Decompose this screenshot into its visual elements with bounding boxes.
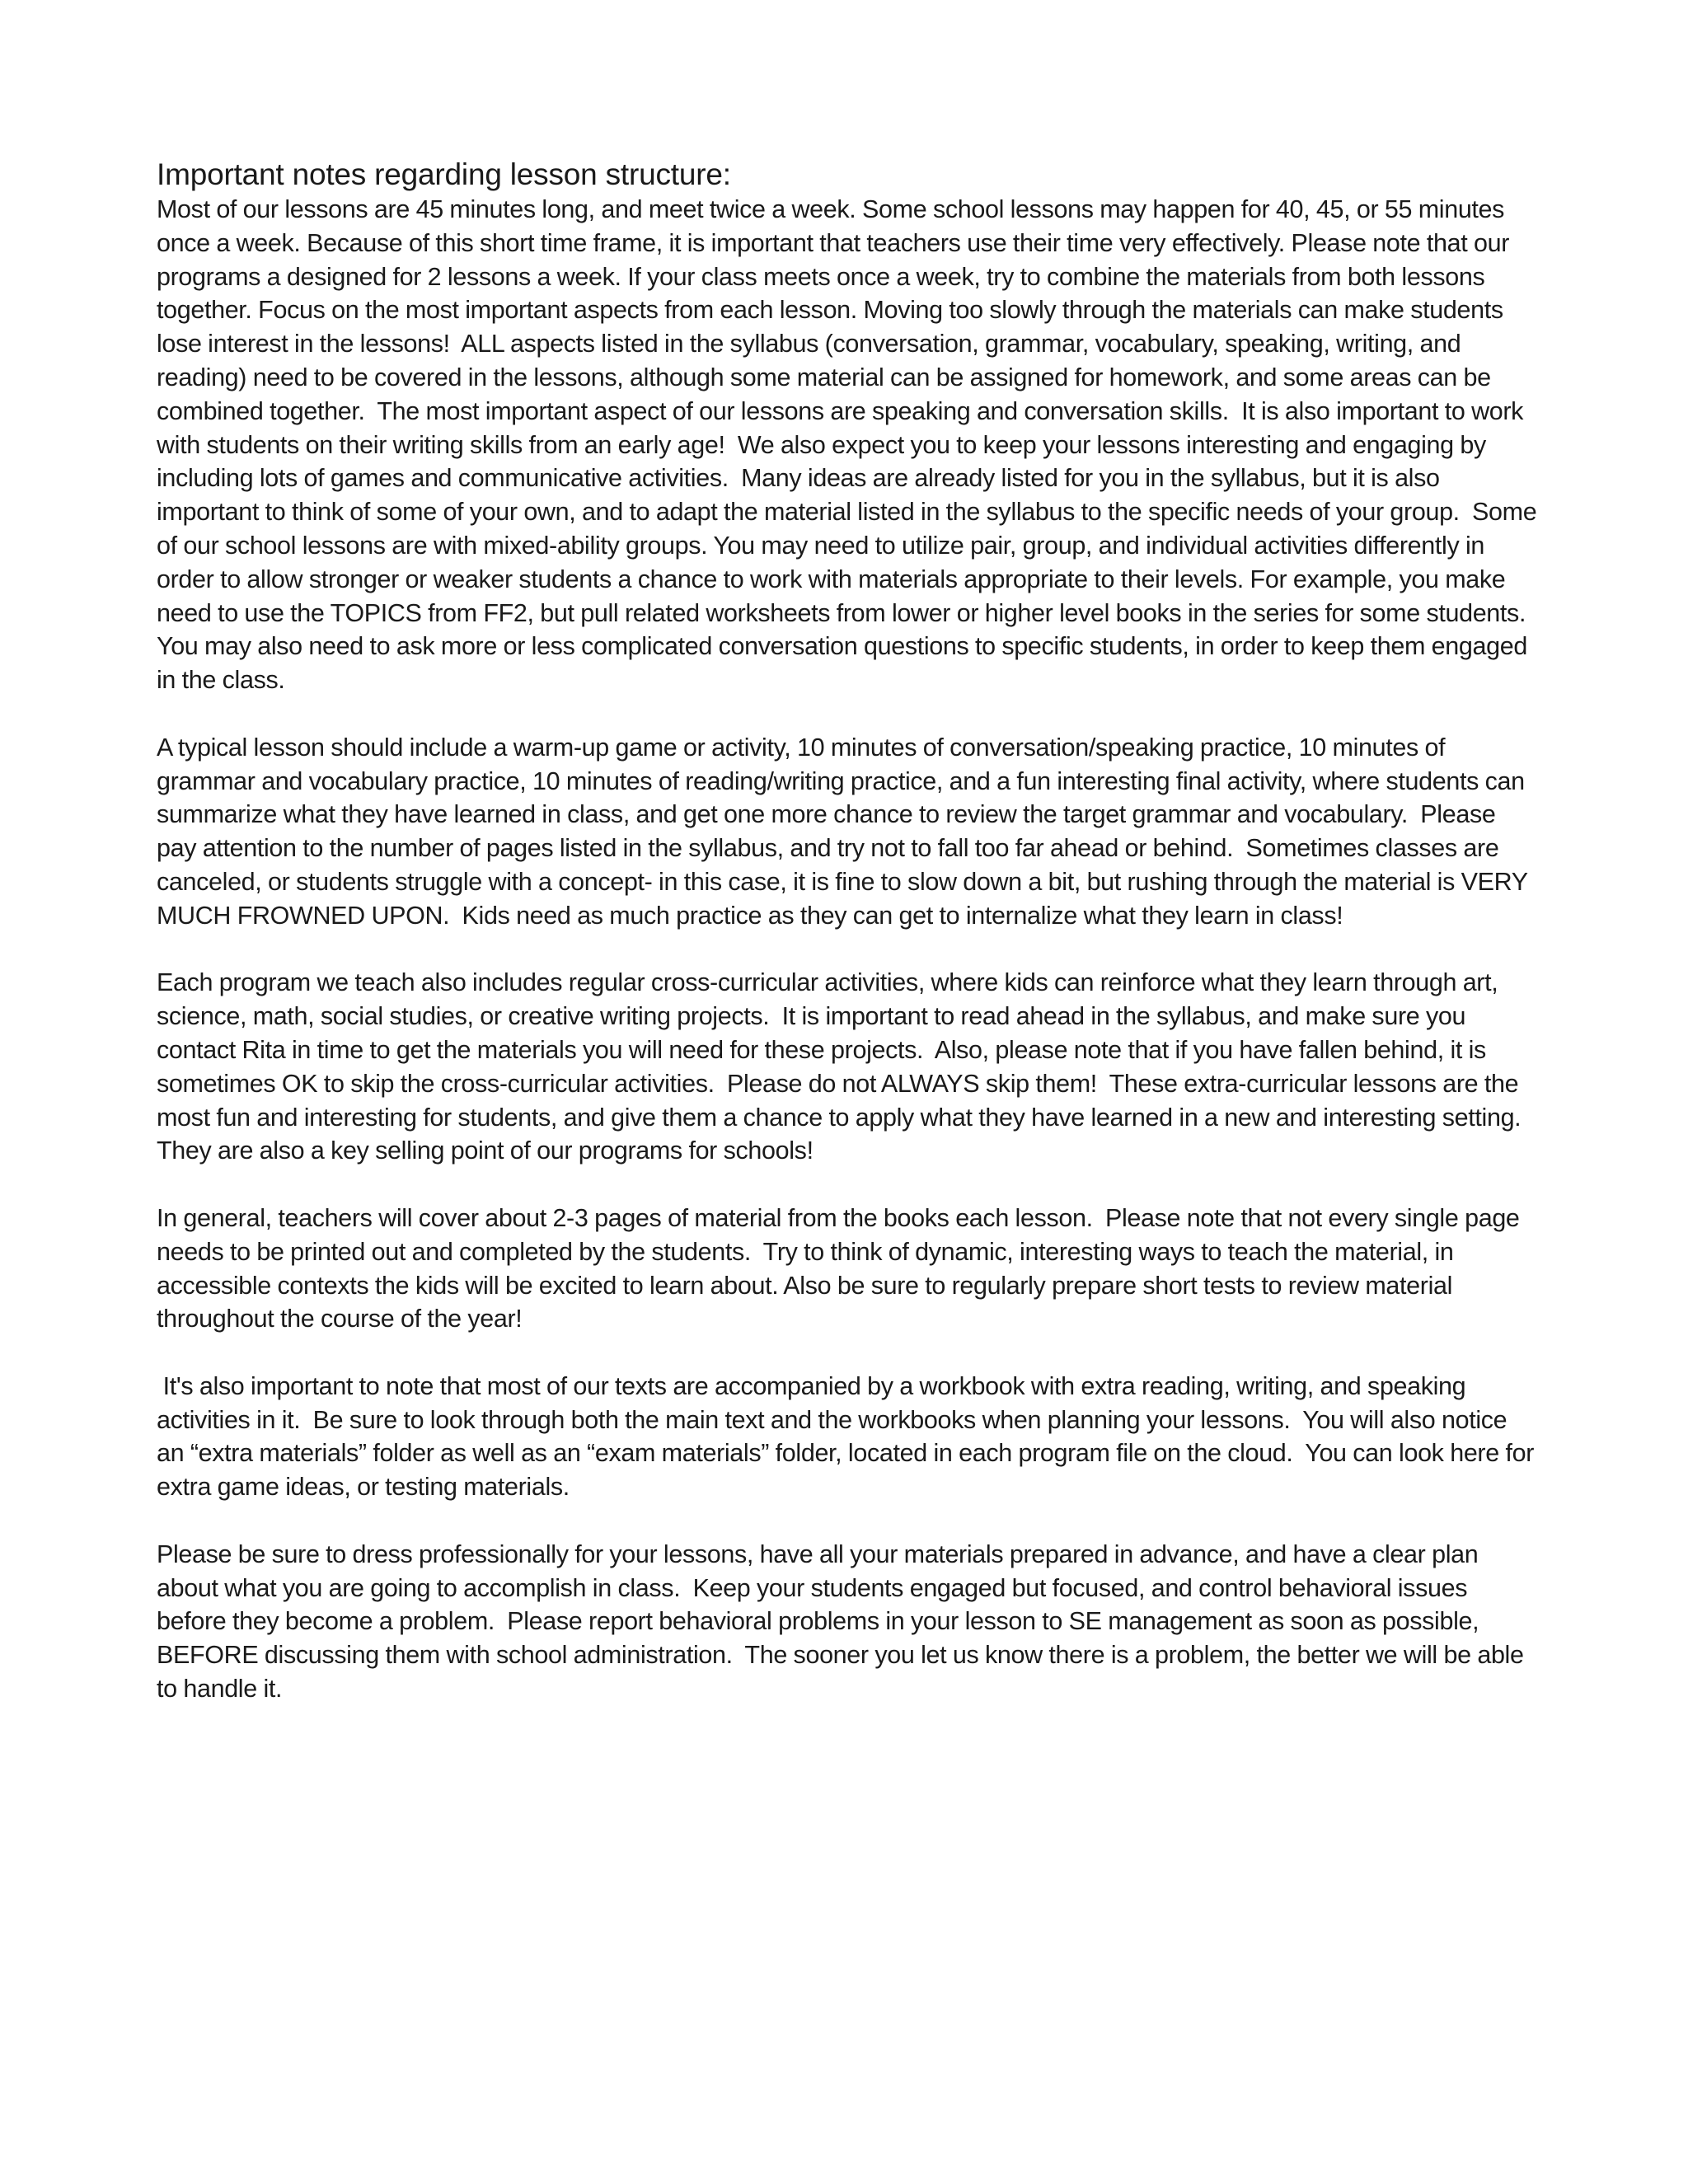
paragraph-workbooks: It's also important to note that most of our texts are accompanied by a workbook with extra reading, writing, and speaking activities in it. Be sure to look through both the main text and the workbooks when planning your lessons. You will also notice an “extra materials” folder as well as an “exam materials” folder, located in each program file on the cloud. You can look here for extra game ideas, or testing materials. xyxy=(157,1371,1540,1502)
document-heading: Important notes regarding lesson structure: xyxy=(157,157,731,191)
document-page xyxy=(157,157,1543,1740)
paragraph-professionalism: Please be sure to dress professionally for your lessons, have all your materials prepared in advance, and have a clear plan about what you are going to accomplish in class. Keep your students engaged but focused, and control behavioral issues before they become a problem. Please report behavioral problems in your lesson to SE management as soon as possible, BEFORE discussing them with school administration. The sooner you let us know there is a problem, the better we will be able to handle it. xyxy=(157,1540,1531,1704)
paragraph-typical-lesson: A typical lesson should include a warm-up game or activity, 10 minutes of conversation/speaking practice, 10 minutes of grammar and vocabulary practice, 10 minutes of reading/writing practice, and a fun interesting final activity, where students can summarize what they have learned in class, and get one more chance to review the target grammar and vocabulary. Please pay attention to the number of pages listed in the syllabus, and try not to fall too far ahead or behind. Sometimes classes are canceled, or students struggle with a concept- in this case, it is fine to slow down a bit, but rushing through the material is VERY MUCH FROWNED UPON. Kids need as much practice as they can get to internalize what they learn in class! xyxy=(157,733,1534,930)
paragraph-lesson-length: Most of our lessons are 45 minutes long, and meet twice a week. Some school lessons may happen for 40, 45, or 55 minutes once a week. Because of this short time frame, it is important that teachers use their time very effectively. Please note that our programs a designed for 2 lessons a week. If your class meets once a week, try to combine the materials from both lessons together. Focus on the most important aspects from each lesson. Moving too slowly through the materials can make students lose interest in the lessons! ALL aspects listed in the syllabus (conversation, grammar, vocabulary, speaking, writing, and reading) need to be covered in the lessons, although some material can be assigned for homework, and some areas can be combined together. The most important aspect of our lessons are speaking and conversation skills. It is also important to work with students on their writing skills from an early age! We also expect you to keep your lessons interesting and engaging by including lots of games and communicative activities. Many ideas are already listed for you in the syllabus, but it is also important to think of some of your own, and to adapt the material listed in the syllabus to the specific needs of your group. Some of our school lessons are with mixed-ability groups. You may need to utilize pair, group, and individual activities differently in order to allow stronger or weaker students a chance to work with materials appropriate to their levels. For example, you make need to use the TOPICS from FF2, but pull related worksheets from lower or higher level books in the series for some students. You may also need to ask more or less complicated conversation questions to specific students, in order to keep them engaged in the class. xyxy=(157,195,1543,695)
paragraph-pages-per-lesson: In general, teachers will cover about 2-3 pages of material from the books each lesson. Please note that not every single page needs to be printed out and completed by the students. Try to think of dynamic, interesting ways to teach the material, in accessible contexts the kids will be excited to learn about. Also be sure to regularly prepare short tests to review material throughout the course of the year! xyxy=(157,1203,1526,1333)
paragraph-cross-curricular: Each program we teach also includes regular cross-curricular activities, where kids can reinforce what they learn through art, science, math, social studies, or creative writing projects. It is important to read ahead in the syllabus, and make sure you contact Rita in time to get the materials you will need for these projects. Also, please note that if you have fallen behind, it is sometimes OK to skip the cross-curricular activities. Please do not ALWAYS skip them! These extra-curricular lessons are the most fun and interesting for students, and give them a chance to apply what they have learned in a new and interesting setting. They are also a key selling point of our programs for schools! xyxy=(157,968,1534,1165)
